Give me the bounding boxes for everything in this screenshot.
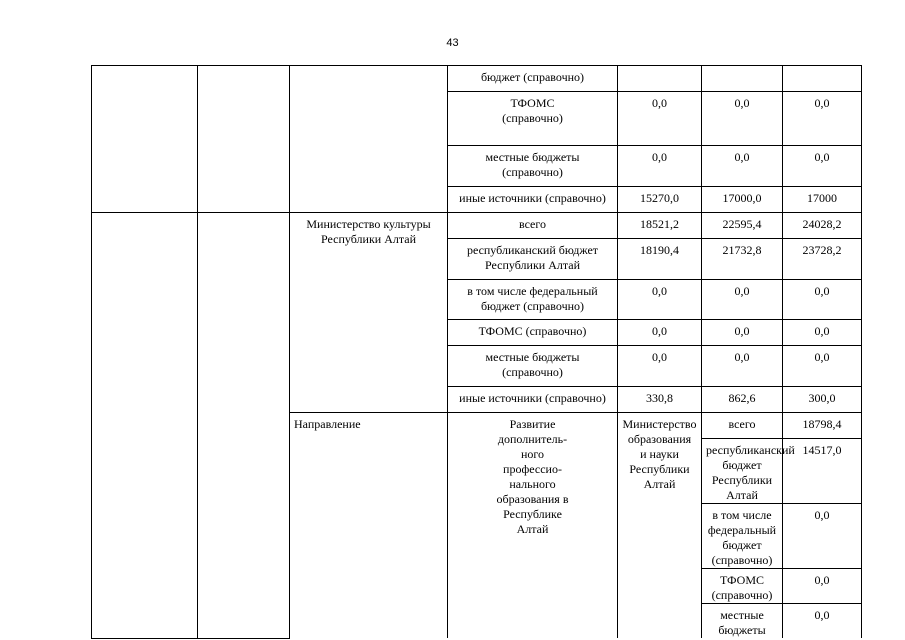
source-line: бюджет (справочно) — [711, 538, 773, 567]
executor-cell — [290, 66, 448, 213]
source-line: республиканский бюджет — [466, 243, 599, 257]
executor-line: Министерство образования — [622, 417, 697, 446]
value-cell: 22595,4 — [702, 213, 783, 239]
source-line: Республики Алтай — [485, 258, 580, 272]
value-cell — [618, 66, 702, 92]
funding-source-cell — [702, 439, 795, 504]
value-cell: 17000 — [783, 187, 862, 213]
funding-source-cell: местные бюджеты — [702, 604, 783, 639]
value-cell — [783, 66, 862, 92]
funding-source-cell: ТФОМС (справочно) — [702, 569, 783, 604]
value-cell: 0,0 — [618, 92, 702, 146]
source-line: местные бюджеты — [485, 150, 580, 164]
value-cell: 0,0 — [783, 504, 862, 569]
funding-source-cell — [448, 92, 618, 146]
program-cell — [198, 213, 290, 639]
value-cell: 18521,2 — [618, 213, 702, 239]
funding-source-cell — [702, 504, 783, 569]
direction-cell — [92, 213, 198, 639]
source-line: ТФОМС — [510, 96, 555, 110]
value-cell: 0,0 — [783, 604, 862, 639]
executor-line: и науки Республики Алтай — [629, 447, 690, 491]
value-cell: 862,6 — [702, 387, 783, 413]
value-cell: 0,0 — [702, 346, 783, 387]
funding-source-cell — [448, 346, 618, 387]
program-line: профессио- — [503, 462, 562, 476]
value-cell: 0,0 — [702, 92, 783, 146]
executor-line: Республики Алтай — [321, 232, 416, 246]
table-row — [92, 213, 862, 239]
value-cell: 330,8 — [618, 387, 702, 413]
budget-table — [91, 65, 862, 639]
value-cell: 0,0 — [618, 320, 702, 346]
value-cell: 0,0 — [783, 346, 862, 387]
source-line: бюджет (справочно) — [480, 299, 585, 313]
value-cell: 18798,4 — [783, 413, 862, 439]
program-line: Алтай — [516, 522, 549, 536]
value-cell: 0,0 — [702, 320, 783, 346]
program-line: образования в — [496, 492, 569, 506]
funding-source-cell: всего — [448, 213, 618, 239]
value-cell — [702, 66, 783, 92]
value-cell: 23728,2 — [783, 239, 862, 280]
direction-cell: Направление — [290, 413, 448, 639]
value-cell: 17000,0 — [702, 187, 783, 213]
value-cell: 0,0 — [702, 146, 783, 187]
value-cell: 24028,2 — [783, 213, 862, 239]
funding-source-cell: ТФОМС (справочно) — [448, 320, 618, 346]
funding-source-cell: бюджет (справочно) — [448, 66, 618, 92]
funding-source-cell — [448, 280, 618, 320]
source-line: (справочно) — [502, 111, 563, 125]
value-cell: 0,0 — [783, 320, 862, 346]
program-line: нального — [509, 477, 556, 491]
value-cell: 0,0 — [618, 346, 702, 387]
value-cell: 0,0 — [783, 569, 862, 604]
funding-source-cell: иные источники (справочно) — [448, 387, 618, 413]
value-cell: 0,0 — [783, 92, 862, 146]
funding-source-cell — [448, 239, 618, 280]
table-row — [92, 66, 862, 92]
source-line: Республики Алтай — [711, 473, 773, 502]
value-cell: 0,0 — [618, 280, 702, 320]
value-cell: 21732,8 — [702, 239, 783, 280]
program-line: ного — [520, 447, 545, 461]
source-line: (справочно) — [502, 165, 563, 179]
value-cell: 18190,4 — [618, 239, 702, 280]
program-cell — [198, 66, 290, 213]
direction-cell — [92, 66, 198, 213]
source-line: республиканский бюджет — [706, 443, 795, 472]
value-cell: 0,0 — [783, 280, 862, 320]
source-line: в том числе федеральный — [707, 508, 777, 537]
value-cell: 0,0 — [783, 146, 862, 187]
executor-cell — [290, 213, 448, 413]
value-cell: 0,0 — [702, 280, 783, 320]
value-cell: 14517,0 — [783, 439, 862, 504]
funding-source-cell — [448, 146, 618, 187]
program-line: дополнитель- — [497, 432, 568, 446]
funding-source-cell: иные источники (справочно) — [448, 187, 618, 213]
value-cell: 300,0 — [783, 387, 862, 413]
executor-line: Министерство культуры — [306, 217, 431, 231]
value-cell: 0,0 — [618, 146, 702, 187]
program-cell — [448, 413, 618, 639]
source-line: местные бюджеты — [485, 350, 580, 364]
executor-cell — [618, 413, 702, 639]
source-line: в том числе федеральный — [467, 284, 598, 298]
program-line: Развитие — [509, 417, 556, 431]
page-number: 43 — [446, 37, 459, 49]
funding-source-cell: всего — [702, 413, 783, 439]
value-cell: 15270,0 — [618, 187, 702, 213]
source-line: (справочно) — [502, 365, 563, 379]
program-line: Республике — [503, 507, 562, 521]
